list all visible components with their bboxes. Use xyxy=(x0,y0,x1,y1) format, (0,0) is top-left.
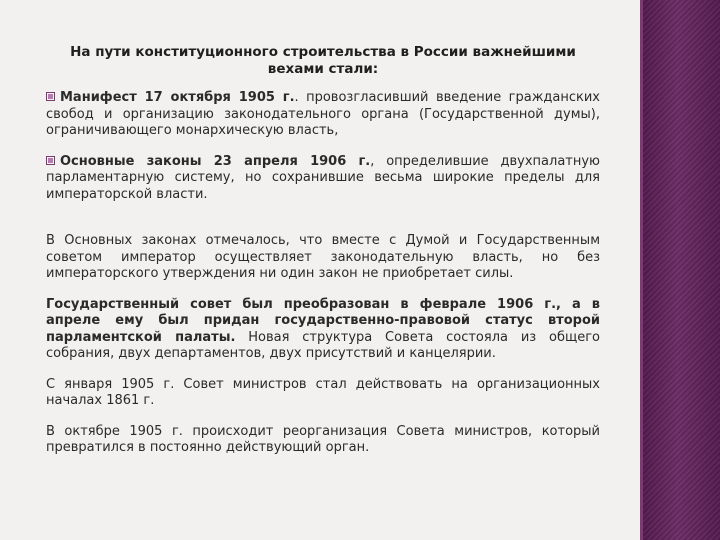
bullet-item-basic-laws xyxy=(46,154,600,204)
slide-content xyxy=(46,44,600,457)
paragraph-council-ministers-oct: В октябре 1905 г. происходит реорганизация Совета министров, который превратился в постоянно действующий орган. xyxy=(46,423,600,455)
paragraph-basic-laws-note: В Основных законах отмечалось, что вместе с Думой и Государственным советом император осуществляет законодательную власть, но без императорского утверждения ни один закон не приобретает силы. xyxy=(46,233,600,281)
square-bullet-icon xyxy=(46,92,55,101)
bullet-text: , определившие двухпалатную парламентарную систему, но сохранившие весьма широкие пределы для императорской власти. xyxy=(46,153,600,202)
bullet-item-manifest xyxy=(46,90,600,140)
bullet-bold-text: Основные законы 23 апреля 1906 г. xyxy=(60,153,371,169)
state-council-bold-text: Государственный совет был преобразован в феврале 1906 г., а в апреле ему был придан государственно-правовой статус второй парламентской палаты. xyxy=(46,296,600,345)
bullet-text: . провозгласивший введение гражданских свобод и организацию законодательного органа (Государственной думы), ограничивающего монархическую власть, xyxy=(46,90,601,138)
slide-title: На пути конституционного строительства в России важнейшими вехами стали: xyxy=(70,44,576,77)
bullet-bold-text: Манифест 17 октября 1905 г. xyxy=(60,90,295,105)
state-council-text: Новая структура Совета состояла из общего собрания, двух департаментов, двух присутствий и канцелярии. xyxy=(46,329,601,361)
paragraph-council-ministers-jan: С января 1905 г. Совет министров стал действовать на организационных началах 1861 г. xyxy=(46,376,600,408)
decorative-side-strip xyxy=(640,0,720,540)
square-bullet-icon xyxy=(46,156,55,165)
paragraph-state-council xyxy=(46,297,600,363)
